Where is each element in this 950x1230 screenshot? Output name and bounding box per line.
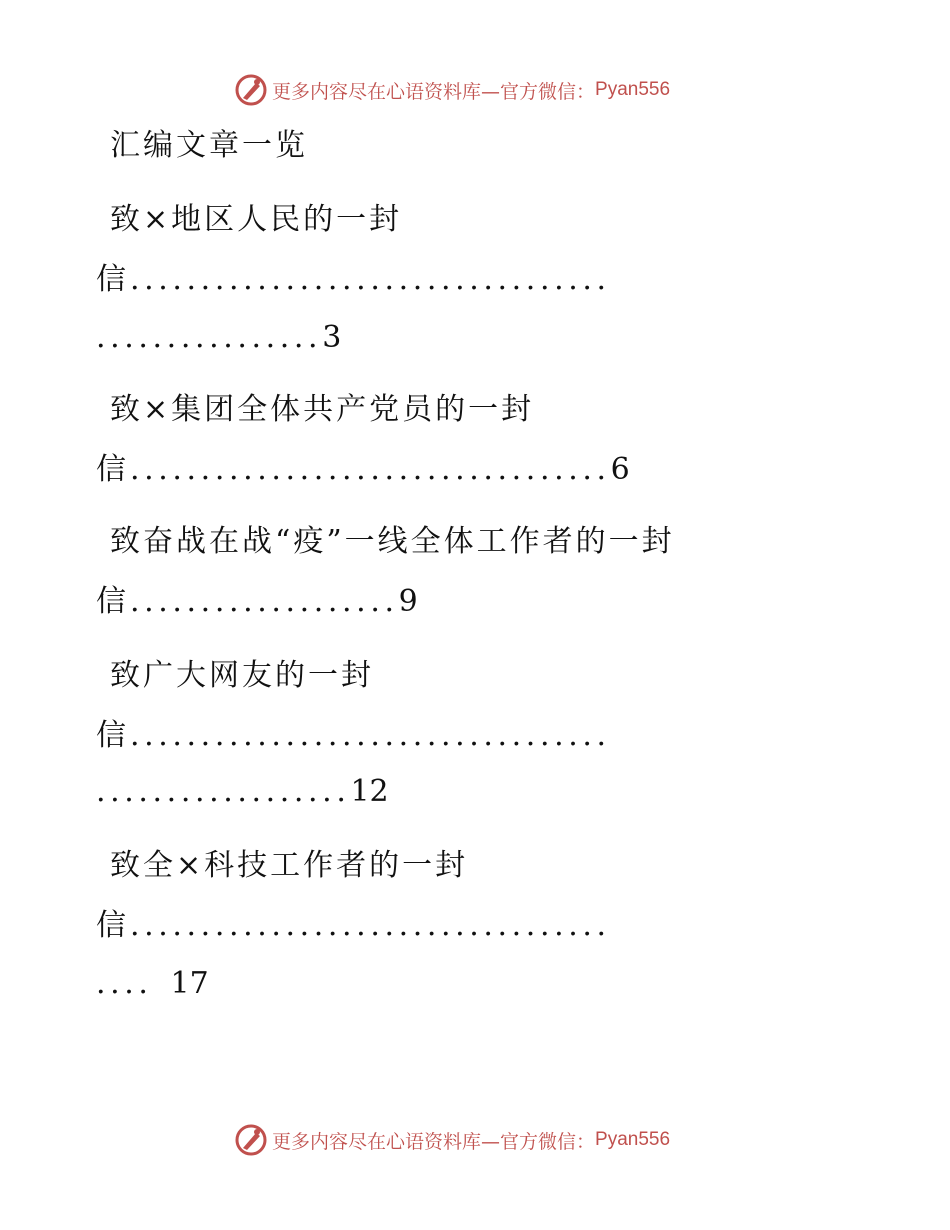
header-watermark [234,70,670,110]
toc-entry-leader [96,904,611,948]
toc-entry-leader [96,714,611,758]
toc-entry-char: 信 [96,262,130,297]
toc-entry-title: 致全×科技工作者的一封 [110,848,469,883]
watermark-text: 更多内容尽在心语资料库—官方微信： [272,80,596,103]
toc-dot-leader: ................ [96,320,323,355]
toc-page-number: 9 [398,584,422,619]
toc-dot-leader: .................................. [130,262,611,297]
pen-logo-icon [234,1123,268,1157]
watermark-wechat-id: Pyan556 [595,1129,671,1150]
footer-watermark [234,1120,670,1160]
toc-entry-char: 信 [96,718,130,753]
toc-entry-char: 信 [96,452,130,487]
toc-page-number: 17 [170,966,209,1001]
toc-dot-leader: .................. [96,774,351,809]
toc-entry-continuation [96,316,341,360]
toc-entry-title: 致×地区人民的一封 [110,202,403,237]
toc-page-number: 6 [610,452,634,487]
toc-dot-leader: ................... [130,584,399,619]
toc-dot-leader: .... [96,966,153,1001]
toc-entry-continuation [96,962,209,1006]
toc-entry-title: 致×集团全体共产党员的一封 [110,392,535,427]
toc-dot-leader: .................................. [130,452,611,487]
toc-dot-leader: .................................. [130,718,611,753]
toc-entry-leader [96,448,634,492]
toc-entry-char: 信 [96,908,130,943]
pen-logo-icon [234,73,268,107]
toc-entry-title: 致广大网友的一封 [110,658,374,693]
watermark-wechat-id: Pyan556 [595,79,671,100]
toc-entry-leader [96,580,422,624]
toc-entry-leader [96,258,611,302]
toc-page-number: 3 [322,320,342,355]
toc-page-number: 12 [350,774,389,809]
watermark-text: 更多内容尽在心语资料库—官方微信： [272,1130,596,1153]
toc-entry-char: 信 [96,584,130,619]
toc-dot-leader: .................................. [130,908,611,943]
page-heading: 汇编文章一览 [110,128,308,163]
toc-entry-continuation [96,770,389,814]
toc-entry-title: 致奋战在战“疫”一线全体工作者的一封 [110,524,675,559]
